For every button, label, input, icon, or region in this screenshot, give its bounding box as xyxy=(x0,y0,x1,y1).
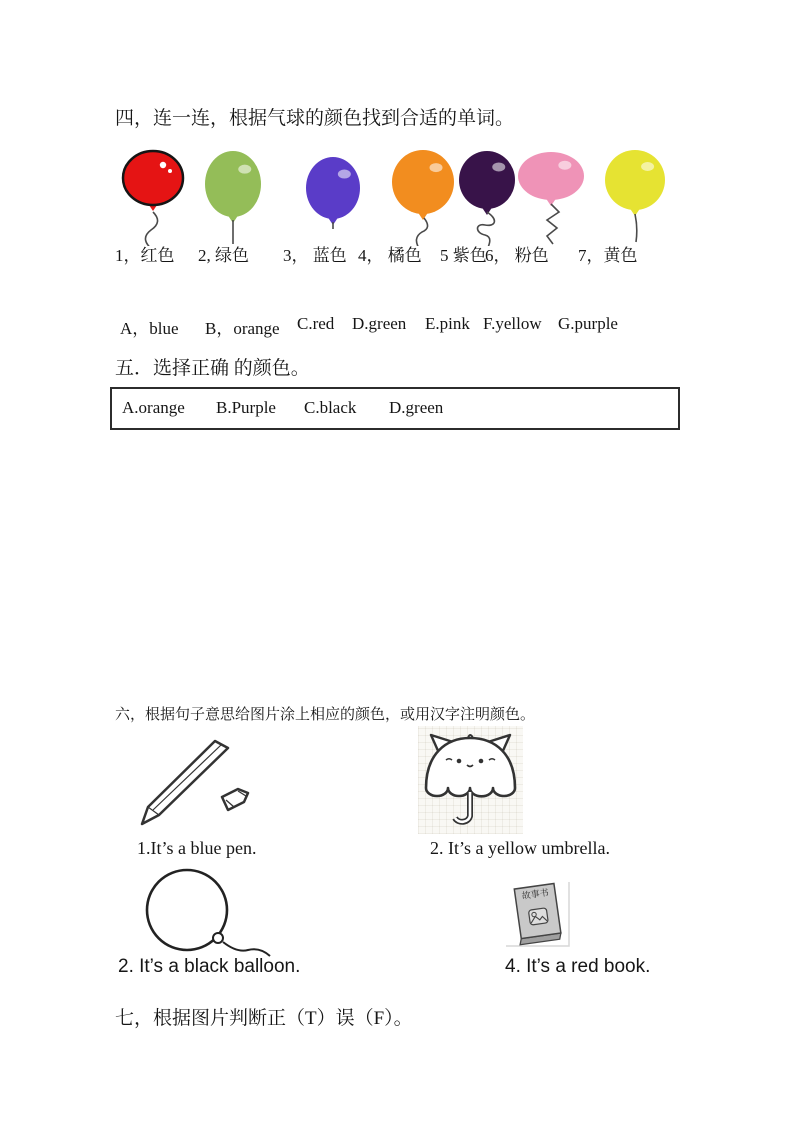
book-sketch-image xyxy=(498,880,572,955)
balloon-label-pink: 6， 粉色 xyxy=(485,246,549,265)
pen-sketch-image xyxy=(125,735,265,835)
word-options-row xyxy=(0,314,793,338)
balloon-label-orange: 4， 橘色 xyxy=(358,246,422,265)
balloon-orange xyxy=(386,146,460,246)
answer-choice: B.Purple xyxy=(216,398,276,417)
word-option: G.purple xyxy=(558,314,618,333)
balloon-label-green: 2, 绿色 xyxy=(198,246,249,265)
book-cover-title: 故事书 xyxy=(521,887,550,902)
pen-cap xyxy=(222,789,248,810)
caption-pen: 1.It’s a blue pen. xyxy=(137,838,257,858)
umbrella-sketch-image xyxy=(418,726,523,834)
word-option: D.green xyxy=(352,314,407,333)
balloon-label-row xyxy=(0,241,793,265)
balloon-red xyxy=(116,146,190,246)
caption-book: 4. It’s a red book. xyxy=(505,956,651,977)
answer-choice: C.black xyxy=(304,398,357,417)
word-option: C.red xyxy=(297,314,335,333)
balloon-green xyxy=(196,146,270,246)
word-option: A，blue xyxy=(120,319,179,338)
word-option: B，orange xyxy=(205,319,280,338)
word-option: F.yellow xyxy=(483,314,542,333)
answer-choice: D.green xyxy=(389,398,444,417)
balloon-label-red: 1，红色 xyxy=(115,246,175,265)
balloon-label-blue-violet: 3， 蓝色 xyxy=(283,246,347,265)
section5-title: 五．选择正确 的颜色。 xyxy=(115,358,310,379)
balloon-string xyxy=(223,942,270,956)
balloon-row xyxy=(0,146,793,246)
answer-choice-box xyxy=(110,387,680,430)
section4-title: 四，连一连，根据气球的颜色找到合适的单词。 xyxy=(115,108,515,129)
balloon-knot xyxy=(213,933,223,943)
balloon-blue-violet xyxy=(296,146,370,246)
caption-umbrella: 2. It’s a yellow umbrella. xyxy=(430,838,610,858)
section7-title: 七，根据图片判断正（T）误（F）。 xyxy=(115,1008,413,1029)
balloon-label-yellow: 7，黄色 xyxy=(578,246,638,265)
answer-choice: A.orange xyxy=(122,398,185,417)
balloon-pink xyxy=(514,146,588,246)
balloon-dark-purple xyxy=(450,146,524,246)
balloon-sketch-image xyxy=(125,866,275,965)
caption-balloon: 2. It’s a black balloon. xyxy=(118,956,301,977)
balloon-yellow xyxy=(598,146,672,246)
section6-title: 六，根据句子意思给图片涂上相应的颜色，或用汉字注明颜色。 xyxy=(115,707,536,723)
word-option: E.pink xyxy=(425,314,470,333)
balloon-label-dark-purple: 5 紫色 xyxy=(440,246,487,265)
